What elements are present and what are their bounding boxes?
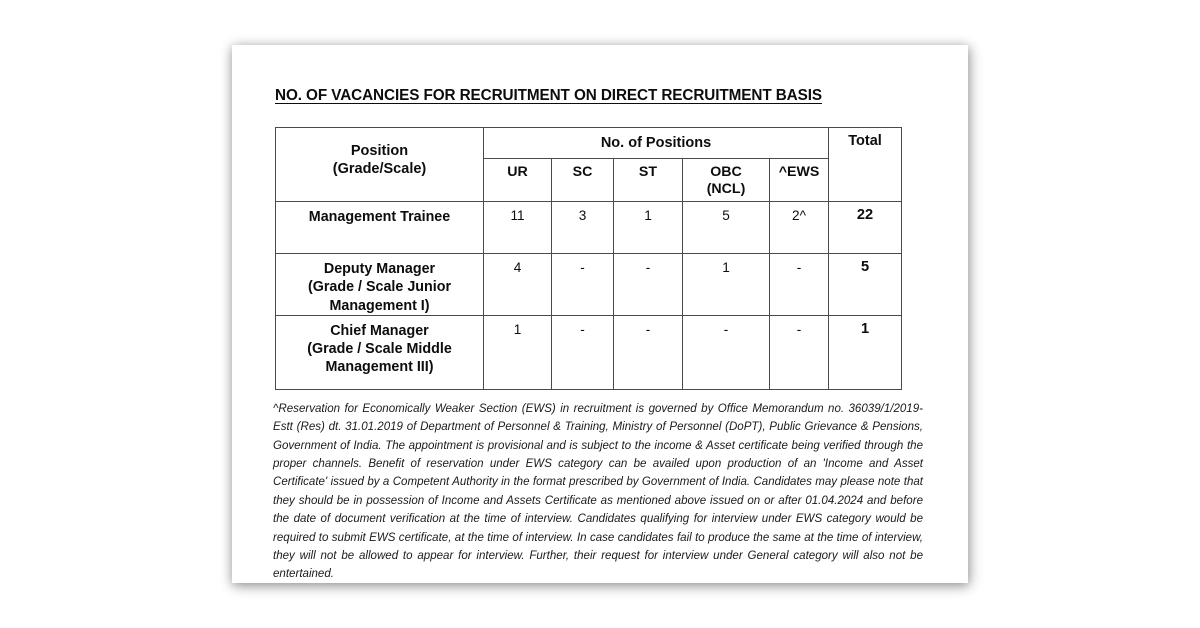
row-label-cell [276, 315, 484, 389]
header-obc-line2: (NCL) [706, 181, 746, 198]
table-row [276, 202, 902, 254]
row-label-cell [276, 202, 484, 254]
cell-obc: 5 [683, 202, 770, 254]
ews-footnote: ^Reservation for Economically Weaker Section (EWS) in recruitment is governed by Office Memorandum no. 36039/1/2019-Estt (Res) dt. 31.01.2019 of Department of Personnel & Training, Ministry of Personnel (DoPT), Public Grievance & Pensions, Government of India. The appointment is provisional and is subject to the income & Asset certificate being verified through the proper channels. Benefit of reservation under EWS category can be availed upon production of an 'Income and Asset Certificate' issued by a Competent Authority in the format prescribed by Government of India. Candidates may please note that they should be in possession of Income and Assets Certificate as mentioned above issued on or after 01.04.2024 and before the date of document verification at the time of interview. Candidates qualifying for interview under EWS category would be required to submit EWS certificate, at the time of interview. In case candidates fail to produce the same at the time of interview, they will not be allowed to appear for interview. Further, their request for interview under General category will also not be entertained. [273, 403, 923, 581]
row-label-cell [276, 254, 484, 316]
table-row [276, 254, 902, 316]
cell-ews: - [770, 254, 829, 316]
cell-st: - [614, 254, 683, 316]
cell-obc: - [683, 315, 770, 389]
cell-ur: 11 [484, 202, 552, 254]
header-obc-ncl [683, 159, 770, 202]
header-position-line1: Position [350, 143, 409, 159]
header-total: Total [829, 128, 902, 202]
row-label-line2: (Grade / Scale Middle [307, 341, 452, 358]
cell-ur: 1 [484, 315, 552, 389]
header-position-line2: (Grade/Scale) [332, 161, 427, 178]
cell-ur: 4 [484, 254, 552, 316]
cell-st: - [614, 315, 683, 389]
table-header-row-top [276, 128, 902, 159]
row-label-line1: Chief Manager [330, 322, 429, 339]
header-st: ST [614, 159, 683, 202]
header-no-of-positions: No. of Positions [484, 128, 829, 159]
page-title: NO. OF VACANCIES FOR RECRUITMENT ON DIRECT RECRUITMENT BASIS [275, 87, 822, 104]
header-position-cell [276, 128, 484, 202]
row-label-line3: Management III) [325, 359, 434, 376]
table-row [276, 315, 902, 389]
cell-sc: 3 [552, 202, 614, 254]
vacancy-table [275, 127, 902, 390]
header-sc: SC [552, 159, 614, 202]
document-content [232, 45, 968, 583]
cell-ews: - [770, 315, 829, 389]
cell-st: 1 [614, 202, 683, 254]
cell-sc: - [552, 254, 614, 316]
cell-total: 1 [829, 315, 902, 389]
cell-ews: 2^ [770, 202, 829, 254]
cell-sc: - [552, 315, 614, 389]
header-ur: UR [484, 159, 552, 202]
document-card [232, 45, 968, 583]
cell-obc: 1 [683, 254, 770, 316]
header-ews: ^EWS [770, 159, 829, 202]
row-label-line1: Deputy Manager [323, 261, 436, 277]
row-label-line3: Management I) [329, 297, 430, 314]
row-label-line1: Management Trainee [308, 209, 451, 225]
cell-total: 5 [829, 254, 902, 316]
cell-total: 22 [829, 202, 902, 254]
row-label-line2: (Grade / Scale Junior [307, 279, 452, 296]
header-obc-line1: OBC [710, 164, 742, 180]
